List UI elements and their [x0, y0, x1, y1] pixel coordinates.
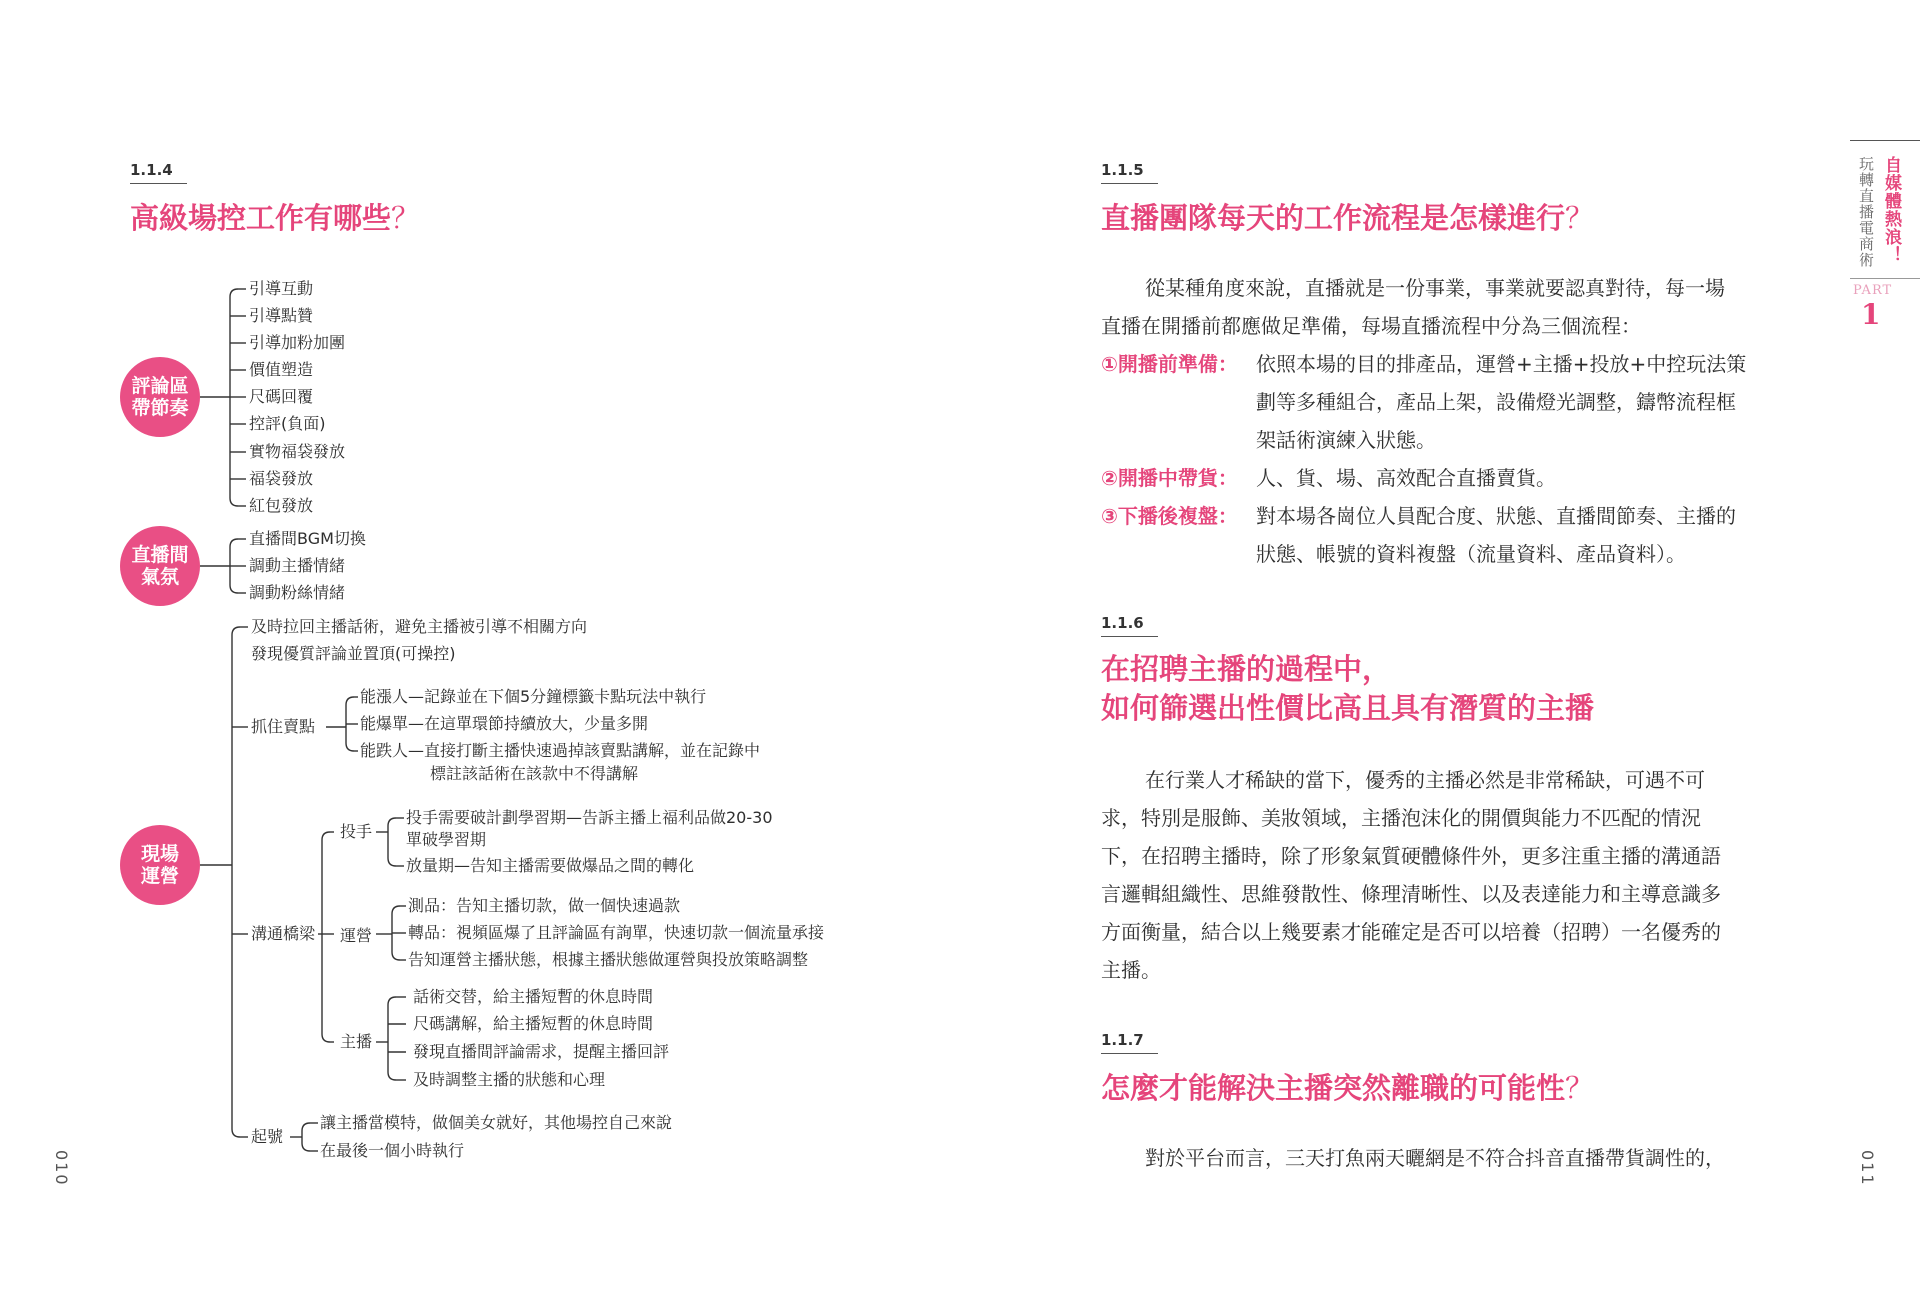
- step-1: [1101, 345, 1801, 459]
- intro-line: 從某種角度來說，直播就是一份事業，事業就要認真對待，每一場: [1145, 276, 1725, 300]
- hub1-line1: 評論區: [131, 375, 189, 397]
- hub-comment-rhythm: [120, 357, 200, 437]
- page-number-right: 011: [1858, 1150, 1877, 1187]
- mindmap-leaf: 讓主播當模特，做個美女就好，其他場控自己來說: [320, 1113, 673, 1132]
- hub2-line2: 氣氛: [140, 566, 179, 588]
- mindmap-leaf: 話術交替，給主播短暫的休息時間: [413, 987, 654, 1006]
- mindmap-leaf: 福袋發放: [249, 469, 314, 488]
- mindmap-leaf: 及時拉回主播話術，避免主播被引導不相關方向: [251, 617, 588, 636]
- mindmap-leaf: 放量期—告知主播需要做爆品之間的轉化: [406, 856, 695, 875]
- heading-text: 高級場控工作有哪些: [130, 201, 392, 235]
- sidebar-divider: [1850, 278, 1920, 279]
- hub2-line1: 直播間: [131, 544, 189, 566]
- mindmap-leaf: 紅包發放: [249, 496, 314, 515]
- mindmap-leaf: 發現優質評論並置頂(可操控): [251, 644, 456, 663]
- sidebar-book-subtitle: 玩轉直播電商術: [1857, 156, 1875, 268]
- mindmap-leaf: 能漲人—記錄並在下個5分鐘標籤卡點玩法中執行: [360, 687, 707, 706]
- mindmap-leaf: 引導互動: [249, 279, 314, 298]
- mindmap-leaf: 轉品：視頻區爆了且評論區有詢單，快速切款一個流量承接: [408, 923, 825, 942]
- mindmap-branch-label: 運營: [340, 926, 373, 945]
- heading-question-mark: ？: [391, 201, 421, 235]
- mindmap-leaf: 實物福袋發放: [249, 442, 346, 461]
- step-2: [1101, 459, 1801, 497]
- mindmap-leaf: 尺碼回覆: [249, 387, 314, 406]
- section-number-117: 1.1.7: [1101, 1031, 1144, 1049]
- step-line: 架話術演練入狀態。: [1256, 428, 1436, 452]
- mindmap-leaf: 在最後一個小時執行: [320, 1141, 465, 1160]
- mindmap-branch-label: 起號: [251, 1127, 284, 1146]
- step-line: 對本場各崗位人員配合度、狀態、直播間節奏、主播的: [1256, 504, 1736, 528]
- workflow-steps: [1101, 345, 1801, 573]
- hub-onsite-operation: [120, 825, 200, 905]
- hub3-line2: 運營: [140, 865, 179, 887]
- step-line: 依照本場的目的排產品，運營+主播+投放+中控玩法策: [1256, 352, 1747, 376]
- para-line: 方面衡量，結合以上幾要素才能確定是否可以培養（招聘）一名優秀的: [1101, 920, 1721, 944]
- sidebar-rule: [1850, 140, 1920, 141]
- mindmap-leaf-cont: 標註該話術在該款中不得講解: [430, 764, 639, 783]
- para-line: 對於平台而言，三天打魚兩天曬網是不符合抖音直播帶貨調性的，: [1145, 1146, 1725, 1170]
- mindmap-leaf: 尺碼講解，給主播短暫的休息時間: [413, 1014, 654, 1033]
- section-rule: [1101, 636, 1158, 637]
- hub3-line1: 現場: [140, 843, 179, 865]
- mindmap-leaf: 投手需要破計劃學習期—告訴主播上福利品做20-30: [406, 808, 773, 827]
- para-line: 下，在招聘主播時，除了形象氣質硬體條件外，更多注重主播的溝通語: [1101, 844, 1721, 868]
- intro-paragraph: [1101, 269, 1791, 345]
- heading-line: 在招聘主播的過程中，: [1101, 652, 1392, 686]
- mindmap-leaf: 調動主播情緒: [249, 556, 346, 575]
- mindmap-leaf: 引導點贊: [249, 306, 314, 325]
- section-heading-115: [1101, 196, 1594, 237]
- step-3: [1101, 497, 1801, 573]
- mindmap-leaf: 調動粉絲情緒: [249, 583, 346, 602]
- mindmap-branch-label: 投手: [340, 822, 373, 841]
- step-label: ①開播前準備：: [1101, 352, 1238, 376]
- step-line: 劃等多種組合，產品上架，設備燈光調整，鑄幣流程框: [1256, 390, 1736, 414]
- heading-question-mark: ？: [1565, 201, 1595, 235]
- sidebar-book-title: 自媒體熱浪！: [1881, 156, 1901, 264]
- resign-paragraph: [1101, 1139, 1801, 1177]
- section-heading-116: [1101, 650, 1594, 728]
- heading-question-mark: ？: [1565, 1071, 1595, 1105]
- recruit-paragraph: [1101, 761, 1791, 989]
- sidebar-part-number: 1: [1861, 298, 1881, 331]
- page-number-left: 010: [52, 1150, 71, 1187]
- mindmap-leaf: 及時調整主播的狀態和心理: [413, 1070, 606, 1089]
- step-line: 人、貨、場、高效配合直播賣貨。: [1256, 466, 1556, 490]
- sidebar-part-label: PART: [1853, 283, 1893, 298]
- para-line: 在行業人才稀缺的當下，優秀的主播必然是非常稀缺，可遇不可: [1145, 768, 1705, 792]
- mindmap-leaf: 價值塑造: [249, 360, 314, 379]
- para-line: 主播。: [1101, 958, 1161, 982]
- step-label: ③下播後複盤：: [1101, 504, 1238, 528]
- mindmap-branch-label: 溝通橋梁: [251, 924, 316, 943]
- mindmap-leaf: 直播間BGM切換: [249, 529, 366, 548]
- section-number-116: 1.1.6: [1101, 614, 1144, 632]
- section-rule: [1101, 1053, 1158, 1054]
- mindmap-leaf: 能爆單—在這單環節持續放大，少量多開: [360, 714, 649, 733]
- section-number-114: 1.1.4: [130, 161, 173, 179]
- hub1-line2: 帶節奏: [131, 397, 189, 419]
- mindmap-leaf: 能跌人—直接打斷主播快速過掉該賣點講解，並在記錄中: [360, 741, 761, 760]
- mindmap-leaf: 測品：告知主播切款，做一個快速過款: [408, 896, 681, 915]
- section-heading-117: [1101, 1066, 1594, 1107]
- mindmap-leaf-cont: 單破學習期: [406, 830, 487, 849]
- heading-text: 怎麼才能解決主播突然離職的可能性: [1101, 1071, 1566, 1105]
- heading-text: 直播團隊每天的工作流程是怎樣進行: [1101, 201, 1566, 235]
- section-rule: [1101, 183, 1158, 184]
- mindmap-branch-label: 主播: [340, 1032, 373, 1051]
- para-line: 言邏輯組織性、思維發散性、條理清晰性、以及表達能力和主導意識多: [1101, 882, 1721, 906]
- heading-line: 如何篩選出性價比高且具有潛質的主播: [1101, 691, 1595, 725]
- hub-live-atmosphere: [120, 526, 200, 606]
- step-line: 狀態、帳號的資料複盤（流量資料、產品資料）。: [1256, 542, 1686, 566]
- para-line: 求，特別是服飾、美妝領域，主播泡沫化的開價與能力不匹配的情況: [1101, 806, 1701, 830]
- step-label: ②開播中帶貨：: [1101, 466, 1238, 490]
- mindmap-branch-label: 抓住賣點: [251, 717, 316, 736]
- intro-line: 直播在開播前都應做足準備，每場直播流程中分為三個流程：: [1101, 314, 1641, 338]
- mindmap-leaf: 引導加粉加團: [249, 333, 346, 352]
- section-number-115: 1.1.5: [1101, 161, 1144, 179]
- mindmap-leaf: 控評(負面): [249, 414, 326, 433]
- mindmap-leaf: 發現直播間評論需求，提醒主播回評: [413, 1042, 670, 1061]
- mindmap-leaf: 告知運營主播狀態，根據主播狀態做運營與投放策略調整: [408, 950, 809, 969]
